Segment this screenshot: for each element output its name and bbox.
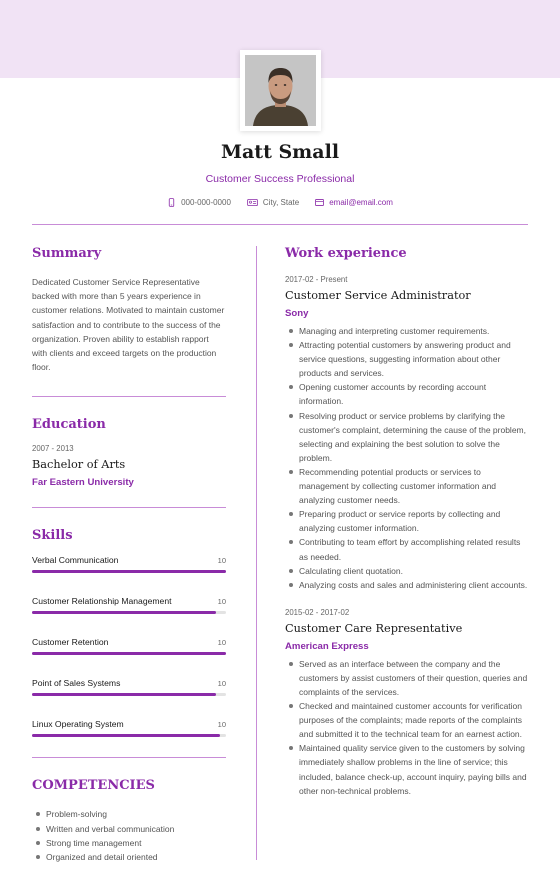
list-item: Problem-solving: [32, 807, 226, 821]
list-item: Written and verbal communication: [32, 822, 226, 836]
degree: Bachelor of Arts: [32, 458, 126, 472]
contact-bar: [0, 198, 560, 207]
list-item: Organized and detail oriented: [32, 850, 226, 864]
skills-list: [32, 555, 226, 737]
job-dates: 2015-02 - 2017-02: [285, 607, 350, 617]
phone-icon: [167, 198, 176, 207]
company: Sony: [285, 308, 309, 319]
contact-phone: [167, 198, 231, 207]
skill-name: Customer Retention: [32, 637, 109, 648]
job-entry: [285, 608, 531, 798]
column-divider: [256, 246, 257, 860]
skill-bar: [32, 611, 226, 614]
list-item: Recommending potential products or services to management by collecting customer information and analyzing customer needs.: [285, 465, 531, 507]
phone-text: 000-000-0000: [181, 198, 231, 207]
skill-row: [32, 719, 226, 729]
list-item: Contributing to team effort by accomplishing related results as needed.: [285, 535, 531, 563]
header-divider: [32, 224, 528, 225]
skill-name: Point of Sales Systems: [32, 678, 121, 689]
skill-name: Verbal Communication: [32, 555, 119, 566]
competencies-heading: COMPETENCIES: [32, 778, 155, 794]
skills-heading: Skills: [32, 528, 73, 544]
job-role: Customer Service Administrator: [285, 289, 471, 302]
list-item: Served as an interface between the company and the customers by assist customers of their question, queries and complaints of the services.: [285, 657, 531, 699]
skill-row: [32, 596, 226, 606]
list-item: Analyzing costs and sales and administering client accounts.: [285, 578, 531, 592]
skill-bar-fill: [32, 652, 226, 655]
section-divider: [32, 507, 226, 508]
skill-bar-fill: [32, 611, 216, 614]
summary-text: Dedicated Customer Service Representative backed with more than 5 years experience in customer relations. Motivated to maintain customer satisfaction and to contribute to the success of the organization. Proven ability to establish rapport with clients and exceed targets on the production floor.: [32, 277, 225, 373]
list-item: Attracting potential customers by answering product and service questions, suggesting information about other products and services.: [285, 338, 531, 380]
right-column: [285, 246, 531, 798]
location-text: City, State: [262, 198, 300, 207]
job-duties: [285, 324, 531, 592]
section-divider: [32, 396, 226, 397]
skill-bar: [32, 652, 226, 655]
job-duties: [285, 657, 531, 798]
email-icon: [315, 198, 324, 207]
list-item: Opening customer accounts by recording account information.: [285, 380, 531, 408]
skill-name: Linux Operating System: [32, 719, 124, 730]
list-item: Calculating client quotation.: [285, 564, 531, 578]
skill-level: 10: [217, 556, 226, 566]
skill-item: [32, 637, 226, 655]
skill-item: [32, 596, 226, 614]
skill-bar: [32, 693, 226, 696]
skill-level: 10: [217, 720, 226, 730]
skill-level: 10: [217, 679, 226, 689]
profile-photo: [240, 50, 321, 131]
skill-bar-fill: [32, 693, 216, 696]
skill-bar: [32, 734, 226, 737]
education-heading: Education: [32, 417, 106, 433]
company: American Express: [285, 640, 369, 652]
skill-level: 10: [217, 638, 226, 648]
job-dates: 2017-02 - Present: [285, 275, 348, 284]
email-link[interactable]: email@email.com: [329, 198, 393, 207]
skill-row: [32, 637, 226, 647]
list-item: Strong time management: [32, 836, 226, 850]
skill-level: 10: [217, 597, 226, 607]
institution: Far Eastern University: [32, 477, 134, 489]
avatar-portrait: [245, 55, 316, 126]
job-entry: [285, 275, 531, 592]
job-role: Customer Care Representative: [285, 621, 463, 635]
skill-item: [32, 678, 226, 696]
location-card-icon: [247, 198, 258, 207]
candidate-title: Customer Success Professional: [205, 173, 355, 185]
section-divider: [32, 757, 226, 758]
skill-bar: [32, 570, 226, 573]
contact-email[interactable]: [315, 198, 393, 207]
skill-row: [32, 555, 226, 565]
education-dates: 2007 - 2013: [32, 444, 74, 454]
skill-row: [32, 678, 226, 688]
candidate-name: Matt Small: [220, 141, 340, 163]
skill-item: [32, 555, 226, 573]
competencies-list: [32, 807, 226, 863]
skill-bar-fill: [32, 570, 226, 573]
work-heading: Work experience: [285, 246, 407, 261]
list-item: Managing and interpreting customer requirements.: [285, 324, 531, 338]
summary-heading: Summary: [32, 246, 102, 261]
list-item: Checked and maintained customer accounts for verification purposes of the complaints; made reports of the complaints and submitted it to the technical team for an earnest action.: [285, 699, 531, 741]
skill-name: Customer Relationship Management: [32, 596, 172, 607]
contact-location: [247, 198, 299, 207]
list-item: Resolving product or service problems by clarifying the customer's complaint, determining the cause of the problem, selecting and explaining the best solution to solve the problem.: [285, 409, 531, 465]
skill-bar-fill: [32, 734, 220, 737]
left-column: [32, 246, 226, 864]
list-item: Maintained quality service given to the customers by solving immediately shallow problems in the line of service; this included, balance check-up, account inquiry, paying bills and other non-technical problems.: [285, 741, 531, 797]
skill-item: [32, 719, 226, 737]
list-item: Preparing product or service reports by collecting and analyzing customer information.: [285, 507, 531, 535]
